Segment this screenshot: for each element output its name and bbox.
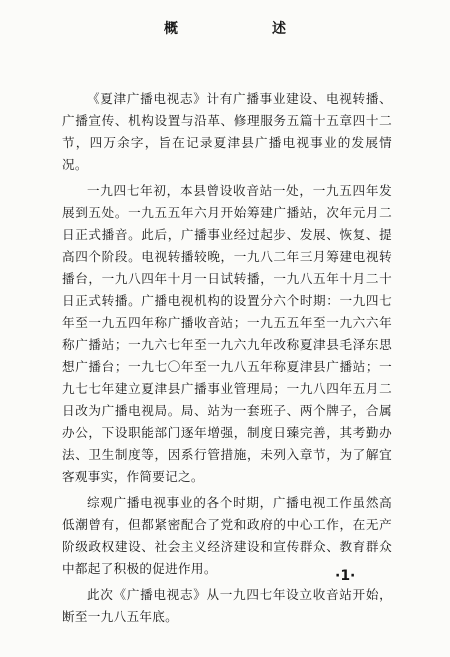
paragraph-history: 一九四七年初，本县曾设收音站一处，一九五四年发展到五处。一九五五年六月开始筹建广播站，次年元月二日正式播音。此后，广播事业经过起步、发展、恢复、提高四个阶段。电视转播较晚，一九八二年三月筹建电视转播台，一九八四年十月一日试转播，一九八五年十月二十日正式转播。广播电视机构的设置分六个时期：一九四七年至一九五四年称广播收音站；一九五五年至一九六六年称广播站；一九六七年至一九六九年改称夏津县毛泽东思想广播台；一九七〇年至一九八五年称夏津县广播站；一九七七年建立夏津县广播事业管理局；一九八四年五月二日改为广播电视局。局、站为一套班子、两个牌子，合属办公，下设职能部门逐年增强，制度日臻完善，其考勤办法、卫生制度等，因系行管措施，未列入章节，为了解宜客观事实，作简要记之。 bbox=[62, 183, 392, 484]
body-text bbox=[62, 88, 392, 628]
paragraph-summary: 综观广播电视事业的各个时期，广播电视工作虽然高低潮曾有，但都紧密配合了党和政府的中心工作，在无产阶级政权建设、社会主义经济建设和宣传群众、教育群众中都起了积极的促进作用。 bbox=[62, 495, 392, 576]
paragraph-scope: 此次《广播电视志》从一九四七年设立收音站开始，断至一九八五年底。 bbox=[62, 587, 392, 624]
paragraph-intro: 《夏津广播电视志》计有广播事业建设、电视转播、广播宣传、机构设置与沿革、修理服务五篇十五章四十二节，四万余字，旨在记录夏津县广播电视事业的发展情况。 bbox=[62, 91, 392, 172]
page-number: ·1· bbox=[335, 568, 356, 584]
page-title: 概 述 bbox=[164, 21, 326, 37]
